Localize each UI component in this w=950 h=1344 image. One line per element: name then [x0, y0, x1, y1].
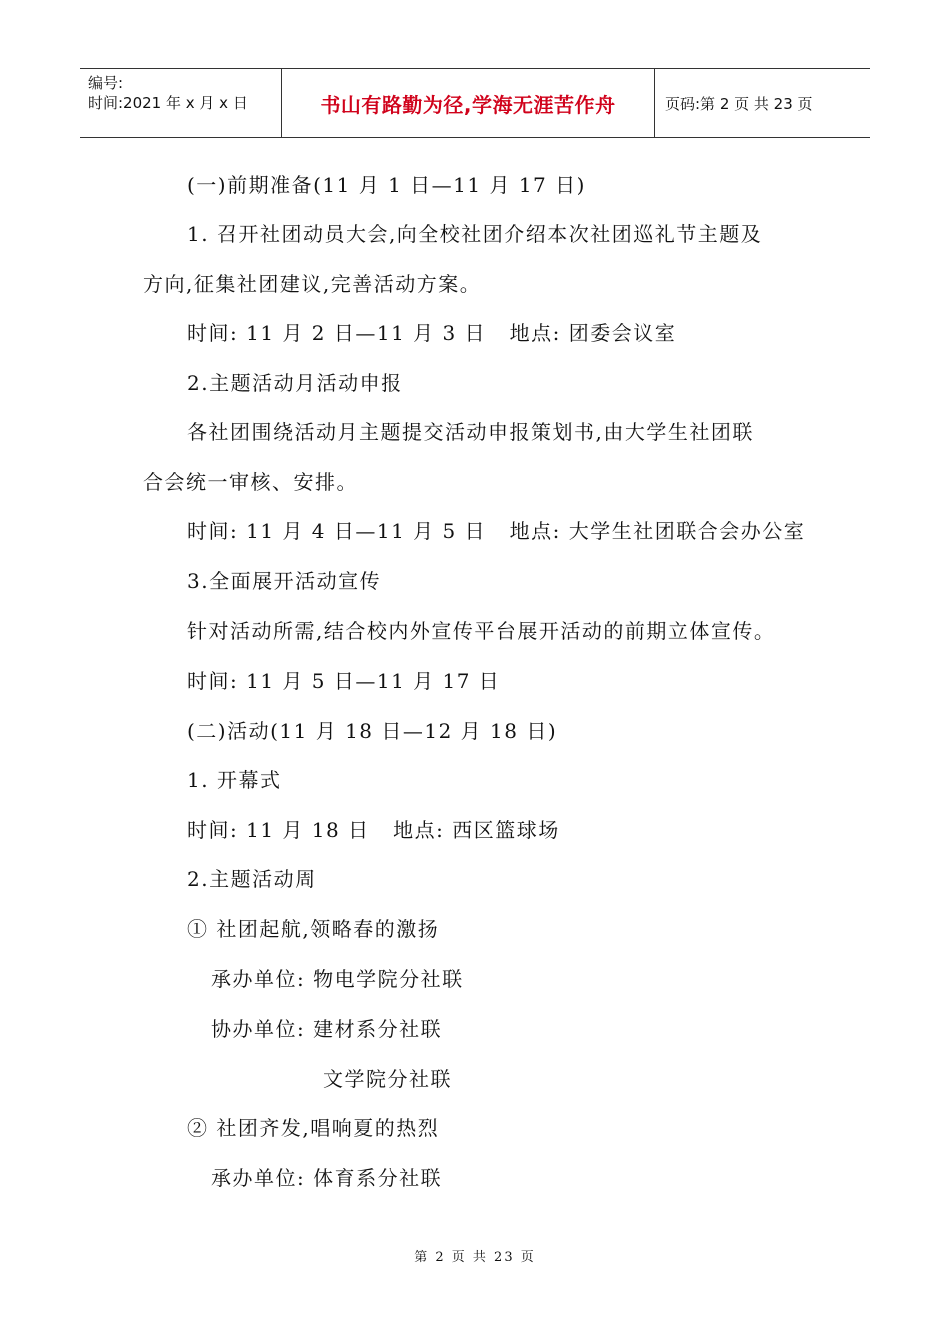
- header-meta: [80, 69, 282, 137]
- time-label: 时间:2021 年 x 月 x 日: [88, 94, 248, 112]
- paragraph-line: 时间: 11 月 5 日—11 月 17 日: [187, 669, 501, 693]
- paragraph-line: 协办单位: 建材系分社联: [211, 1017, 443, 1041]
- subheading: 3.全面展开活动宣传: [187, 569, 382, 593]
- paragraph-line: 承办单位: 体育系分社联: [211, 1166, 443, 1190]
- paragraph-line: 各社团围绕活动月主题提交活动申报策划书,由大学生社团联: [187, 420, 754, 444]
- paragraph-line: 时间: 11 月 18 日 地点: 西区篮球场: [187, 818, 560, 842]
- subheading: 2.主题活动月活动申报: [187, 371, 403, 395]
- paragraph-line: 文学院分社联: [323, 1067, 452, 1091]
- page-footer: 第 2 页 共 23 页: [414, 1250, 536, 1265]
- paragraph-line: 方向,征集社团建议,完善活动方案。: [143, 272, 482, 296]
- number-label: 编号:: [88, 74, 124, 92]
- list-item: ① 社团起航,领略春的激扬: [187, 917, 440, 941]
- paragraph-line: 时间: 11 月 2 日—11 月 3 日 地点: 团委会议室: [187, 321, 677, 345]
- header-motto: 书山有路勤为径,学海无涯苦作舟: [282, 69, 655, 137]
- section-heading-activity: (二)活动(11 月 18 日—12 月 18 日): [187, 719, 558, 743]
- document-header: [80, 68, 870, 138]
- paragraph-line: 针对活动所需,结合校内外宣传平台展开活动的前期立体宣传。: [187, 619, 776, 643]
- paragraph-line: 1. 召开社团动员大会,向全校社团介绍本次社团巡礼节主题及: [187, 222, 763, 246]
- subheading: 2.主题活动周: [187, 867, 317, 891]
- section-heading-preparation: (一)前期准备(11 月 1 日—11 月 17 日): [187, 173, 586, 197]
- paragraph-line: 时间: 11 月 4 日—11 月 5 日 地点: 大学生社团联合会办公室: [187, 519, 806, 543]
- list-item: ② 社团齐发,唱响夏的热烈: [187, 1116, 440, 1140]
- subheading: 1. 开幕式: [187, 768, 282, 792]
- paragraph-line: 合会统一审核、安排。: [143, 470, 358, 494]
- header-page-info: 页码:第 2 页 共 23 页: [665, 94, 813, 113]
- paragraph-line: 承办单位: 物电学院分社联: [211, 967, 464, 991]
